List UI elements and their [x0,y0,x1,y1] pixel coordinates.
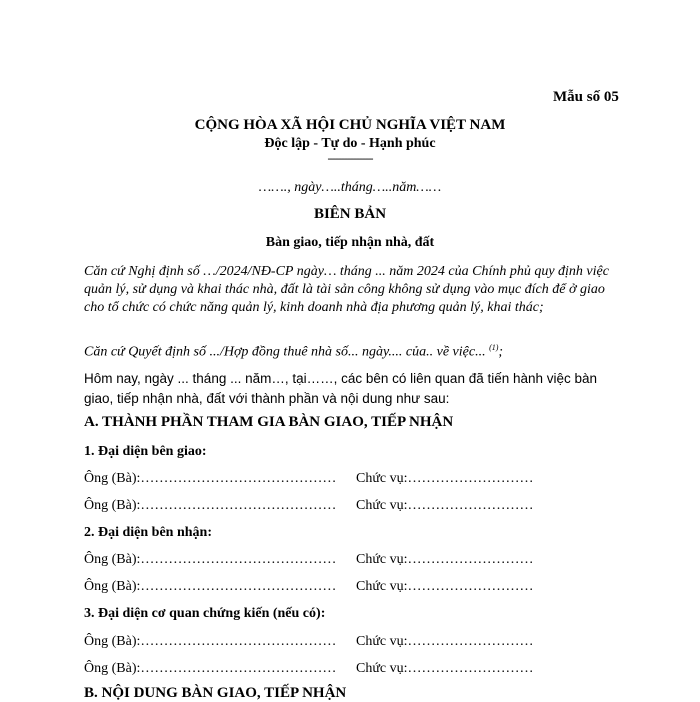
name-field: Ông (Bà):…………………………………… [84,498,337,513]
giver-row-2 [84,498,534,514]
form-number: Mẫu số 05 [553,89,619,105]
name-field: Ông (Bà):…………………………………… [84,661,337,676]
section-a-title: A. THÀNH PHẦN THAM GIA BÀN GIAO, TIẾP NHẬN [84,414,454,430]
legal-basis-decision [84,343,503,361]
position-field: Chức vụ:……………………… [356,471,534,486]
receiver-row-1 [84,552,534,568]
intro-paragraph: Hôm nay, ngày ... tháng ... năm…, tại……, các bên có liên quan đã tiến hành việc bàn giao, tiếp nhận nhà, đất với thành phần và nội dung như sau: [84,371,598,406]
name-field: Ông (Bà):…………………………………… [84,634,337,649]
name-field: Ông (Bà):…………………………………… [84,552,337,567]
place-date-line: ……., ngày…..tháng…..năm…… [258,180,442,195]
name-field: Ông (Bà):…………………………………… [84,579,337,594]
receiver-row-2 [84,579,534,595]
name-field: Ông (Bà):…………………………………… [84,471,337,486]
witness-row-1 [84,634,534,650]
motto-separator: --------------- [327,151,373,165]
national-motto: Độc lập - Tự do - Hạnh phúc [264,136,436,151]
legal-basis-decision-text: Căn cứ Quyết định số .../Hợp đồng thuê nhà số... ngày.... của.. về việc... [84,344,490,360]
group-heading-receiver: 2. Đại diện bên nhận: [84,525,212,540]
legal-basis-decree: Căn cứ Nghị định số …/2024/NĐ-CP ngày… tháng ... năm 2024 của Chính phủ quy định việc quản lý, sử dụng và khai thác nhà, đất là tài sản công không sử dụng vào mục đích để ở giao cho tổ chức có chức năng quản lý, kinh doanh nhà địa phương quản lý, khai thác; [84,264,609,315]
document-title: BIÊN BẢN [313,206,387,222]
position-field: Chức vụ:……………………… [356,634,534,649]
country-name: CỘNG HÒA XÃ HỘI CHỦ NGHĨA VIỆT NAM [194,117,506,133]
position-field: Chức vụ:……………………… [356,498,534,513]
footnote-marker: (1) [489,343,499,352]
group-heading-giver: 1. Đại diện bên giao: [84,444,207,459]
giver-row-1 [84,471,534,487]
position-field: Chức vụ:……………………… [356,579,534,594]
document-subtitle: Bàn giao, tiếp nhận nhà, đất [265,235,435,250]
group-heading-witness: 3. Đại diện cơ quan chứng kiến (nếu có): [84,606,326,621]
section-b-title: B. NỘI DUNG BÀN GIAO, TIẾP NHẬN [84,685,347,701]
position-field: Chức vụ:……………………… [356,661,534,676]
position-field: Chức vụ:……………………… [356,552,534,567]
witness-row-2 [84,661,534,677]
legal-basis-decision-end: ; [498,344,504,360]
